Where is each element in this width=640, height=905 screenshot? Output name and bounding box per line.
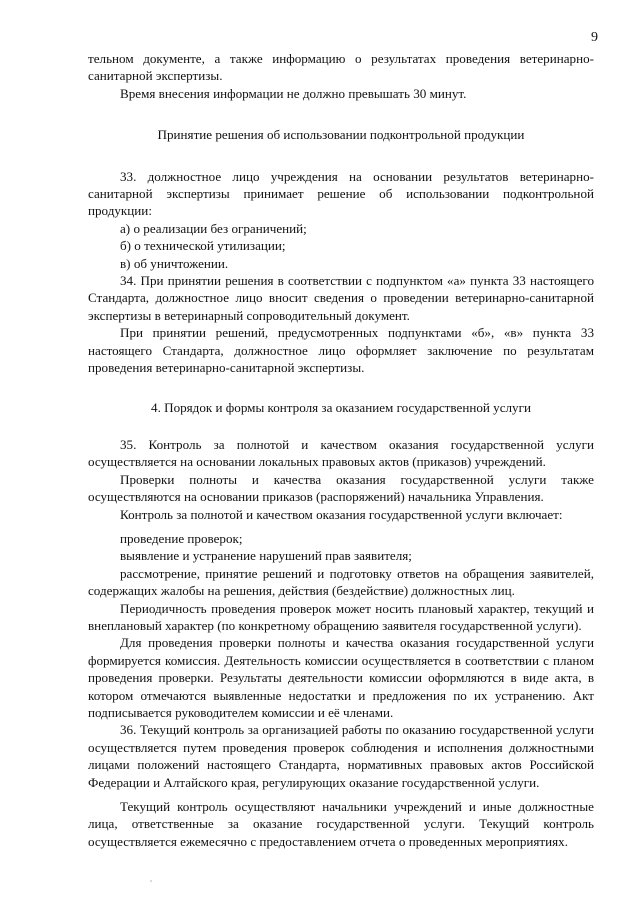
paragraph-35: 35. Контроль за полнотой и качеством оказания государственной услуги осуществляется на основании локальных правовых актов (приказов) учреждений. [88,436,594,470]
section-heading-decision: Принятие решения об использовании подконтрольной продукции [157,127,525,143]
paragraph-34: 34. При принятии решения в соответствии с подпунктом «а» пункта 33 настоящего Стандарта, должностное лицо вносит сведения о проведении ветеринарно-санитарной экспертизы в ветеринарный сопроводительный документ. [88,273,594,323]
paragraph-35-b: Проверки полноты и качества оказания государственной услуги также осуществляются на основании приказов (распоряжений) начальника Управления. [88,471,594,505]
paragraph-34-b: При принятии решений, предусмотренных подпунктами «б», «в» пункта 33 настоящего Стандарта, должностное лицо оформляет заключение по результатам проведения ветеринарно-санитарной экспертизы. [88,325,594,376]
paragraph-36-b: Текущий контроль осуществляют начальники учреждений и иные должностные лица, ответственные за оказание государственной услуги. Текущий контроль осуществляется ежемесячно с предоставлением отчета о проведенных мероприятиях. [88,799,594,849]
paragraph-time-limit: Время внесения информации не должно превышать 30 минут. [120,85,467,101]
paragraph-33: 33. должностное лицо учреждения на основании результатов ветеринарно-санитарной экспертизы принимает решение об использовании подконтрольной продукции: [88,168,594,219]
paragraph-continuation: тельном документе, а также информацию о результатах проведения ветеринарно-санитарной экспертизы. [88,51,594,84]
document-body [88,50,594,850]
list-item-b: б) о технической утилизации; [120,238,286,254]
paragraph-35-f: Для проведения проверки полноты и качества оказания государственной услуги формируется комиссия. Деятельность комиссии осуществляется в соответствии с планом проведения проверки. Результаты деятельности комиссии оформляются в виде акта, в котором отмечаются выявленные недостатки и предложения по их устранению. Акт подписывается руководителем комиссии и её членами. [88,635,594,720]
section-heading-control: 4. Порядок и формы контроля за оказанием государственной услуги [151,399,531,415]
paragraph-35-c: Контроль за полнотой и качеством оказания государственной услуги включает: [120,506,563,522]
list-item-v: в) об уничтожении. [120,255,229,271]
list-item-violations: выявление и устранение нарушений прав заявителя; [120,548,412,564]
list-item-a: а) о реализации без ограничений; [120,220,307,236]
page-number: 9 [591,30,598,45]
paragraph-36: 36. Текущий контроль за организацией работы по оказанию государственной услуги осуществляется путем проведения проверок соблюдения и исполнения должностными лицами положений настоящего Стандарта, нормативных правовых актов Российской Федерации и Алтайского края, регулирующих оказание государственной услуги. [88,722,594,790]
list-item-inspections: проведение проверок; [120,530,243,546]
paragraph-35-d: рассмотрение, принятие решений и подготовку ответов на обращения заявителей, содержащих жалобы на решения, действия (бездействие) должностных лиц. [88,565,594,599]
paragraph-35-e: Периодичность проведения проверок может носить плановый характер, текущий и внеплановый характер (по конкретному обращению заявителя государственной услуги). [88,600,594,633]
scan-speck [150,880,152,882]
